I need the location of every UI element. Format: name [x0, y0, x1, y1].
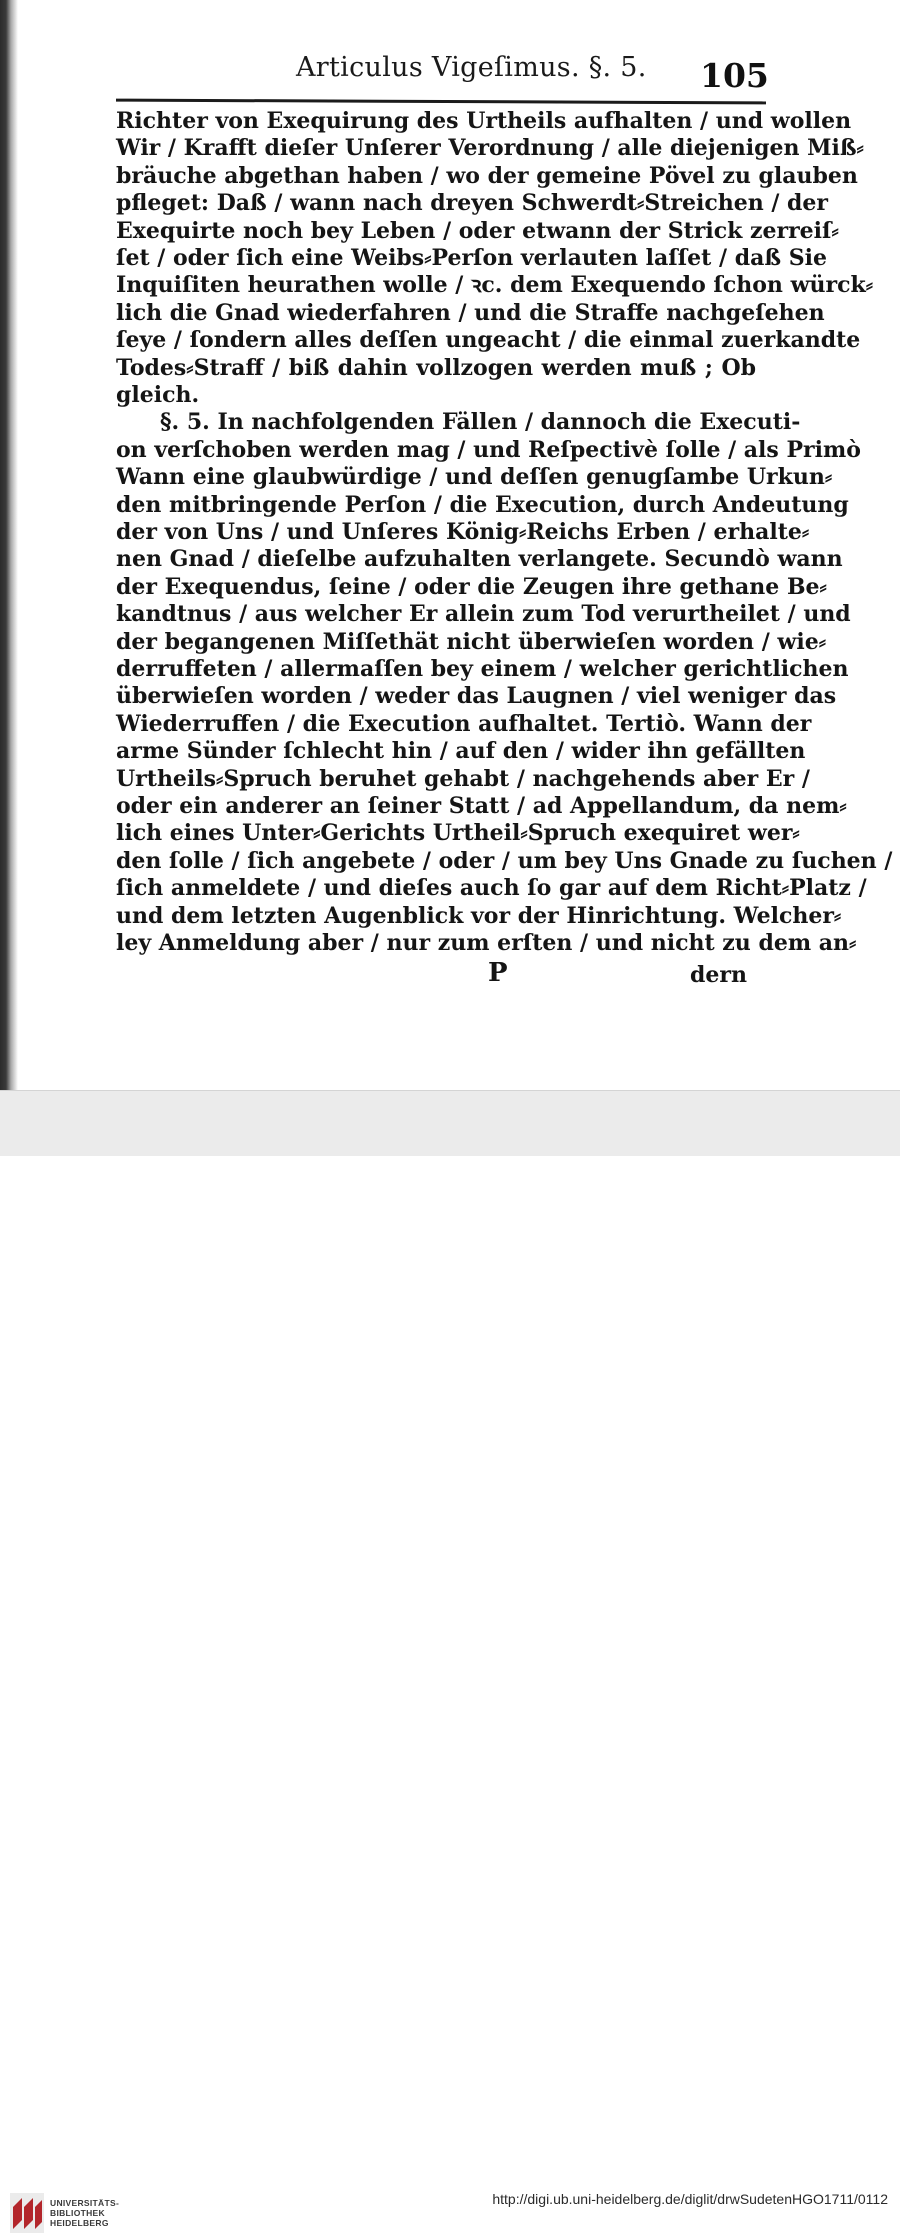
library-name-line: UNIVERSITÄTS-	[50, 2198, 120, 2208]
text-line: ſet / oder ſich eine Weibs⸗Perſon verlauten laſſet / daß Sie	[116, 245, 827, 271]
text-line: bräuche abgethan haben / wo der gemeine Pövel zu glauben	[116, 163, 858, 189]
text-line: Wir / Krafft dieſer Unſerer Verordnung / alle diejenigen Miß⸗	[116, 135, 864, 161]
text-line: nen Gnad / dieſelbe aufzuhalten verlangete. Secundò wann	[116, 546, 843, 572]
text-line: den ſolle / ſich angebete / oder / um bey Uns Gnade zu ſuchen /	[116, 848, 893, 874]
text-line: Inquiſiten heurathen wolle / ꝛc. dem Exequendo ſchon würck⸗	[116, 272, 874, 298]
text-line: ſich anmeldete / und dieſes auch ſo gar auf dem Richt⸗Platz /	[116, 875, 867, 901]
permalink-url[interactable]: http://digi.ub.uni-heidelberg.de/diglit/drwSudetenHGO1711/0112	[492, 2191, 888, 2207]
page-number: 105	[700, 56, 769, 95]
header-rule	[116, 99, 766, 105]
text-line: Wann eine glaubwürdige / und deſſen genugſambe Urkun⸗	[116, 464, 833, 490]
text-line: Urtheils⸗Spruch beruhet gehabt / nachgehends aber Er /	[116, 766, 810, 792]
text-line: pfleget: Daß / wann nach dreyen Schwerdt⸗Streichen / der	[116, 190, 829, 216]
library-name	[50, 2198, 119, 2228]
text-line: überwieſen worden / weder das Laugnen / viel weniger das	[116, 683, 837, 709]
text-line: und dem letzten Augenblick vor der Hinrichtung. Welcher⸗	[116, 903, 842, 929]
text-line: oder ein anderer an ſeiner Statt / ad Appellandum, da nem⸗	[116, 793, 847, 819]
text-line: kandtnus / aus welcher Er allein zum Tod verurtheilet / und	[116, 601, 851, 627]
text-line: Exequirte noch bey Leben / oder etwann der Strick zerreiſ⸗	[116, 218, 839, 244]
text-line: lich die Gnad wiederfahren / und die Straffe nachgeſehen	[116, 300, 825, 326]
running-head: Articulus Vigeſimus. §. 5.	[296, 52, 647, 83]
text-line: der Exequendus, ſeine / oder die Zeugen ihre gethane Be⸗	[116, 574, 827, 600]
text-line: Todes⸗Straff / biß dahin vollzogen werden muß ; Ob	[116, 355, 756, 381]
text-line: Wiederruffen / die Execution aufhaltet. Tertiò. Wann der	[116, 711, 812, 737]
text-line: §. 5. In nachfolgenden Fällen / dannoch die Executi-	[160, 409, 801, 435]
library-name-line: HEIDELBERG	[50, 2218, 109, 2228]
text-line: der begangenen Miſſethät nicht überwieſen worden / wie⸗	[116, 629, 827, 655]
text-line: arme Sünder ſchlecht hin / auf den / wider ihn gefällten	[116, 738, 806, 764]
library-name-line: BIBLIOTHEK	[50, 2208, 105, 2218]
catchword: dern	[690, 962, 747, 988]
scanned-page	[0, 0, 900, 1090]
footer-bar	[0, 1090, 900, 2228]
text-line: Richter von Exequirung des Urtheils aufhalten / und wollen	[116, 108, 852, 134]
text-line: der von Uns / und Unſeres König⸗Reichs Erben / erhalte⸗	[116, 519, 810, 545]
text-line: derruffeten / allermaſſen bey einem / welcher gerichtlichen	[116, 656, 849, 682]
text-line: den mitbringende Perſon / die Execution, durch Andeutung	[116, 492, 849, 518]
library-logo-icon	[10, 2193, 44, 2233]
page-binding-edge	[0, 0, 18, 1090]
text-line: on verſchoben werden mag / und Reſpectivè ſolle / als Primò	[116, 437, 861, 463]
text-line: ley Anmeldung aber / nur zum erſten / und nicht zu dem an⸗	[116, 930, 857, 956]
signature-mark: P	[488, 958, 508, 988]
text-line: gleich.	[116, 382, 200, 408]
text-line: lich eines Unter⸗Gerichts Urtheil⸗Spruch exequiret wer⸗	[116, 820, 800, 846]
text-line: ſeye / ſondern alles deſſen ungeacht / die einmal zuerkandte	[116, 327, 861, 353]
